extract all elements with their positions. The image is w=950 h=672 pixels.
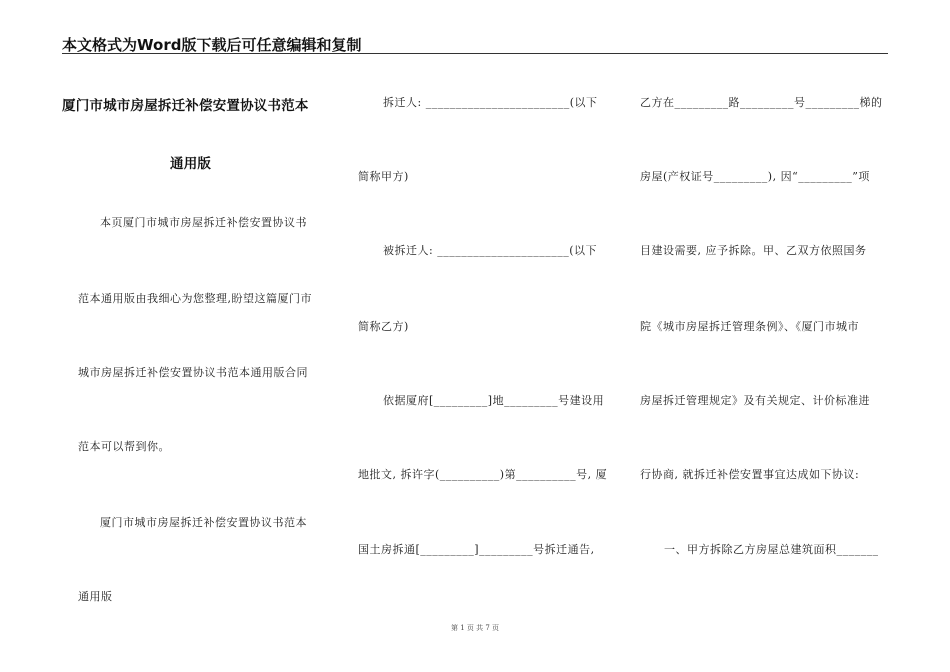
body-line: 依据厦府[_________]地_________号建设用 [383, 394, 605, 407]
body-line: 简称乙方) [358, 320, 409, 333]
intro-line: 本页厦门市城市房屋拆迁补偿安置协议书 [100, 216, 307, 229]
body-line: 乙方在_________路_________号_________梯的 [640, 96, 883, 109]
header-divider [62, 53, 888, 54]
body-line: 房屋(产权证号_________), 因“_________”项 [640, 170, 870, 183]
body-line: 拆迁人: ________________________(以下 [383, 96, 598, 109]
body-line: 目建设需要, 应予拆除。甲、乙双方依照国务 [640, 244, 867, 257]
page-number: 第 1 页 共 7 页 [450, 624, 500, 632]
body-line: 简称甲方) [358, 170, 409, 183]
body-line: 行协商, 就拆迁补偿安置事宜达成如下协议: [640, 468, 860, 481]
body-line: 国土房拆通[_________]_________号拆迁通告, [358, 543, 595, 556]
body-line: 院《城市房屋拆迁管理条例》、《厦门市城市 [640, 320, 859, 333]
section-heading-line: 厦门市城市房屋拆迁补偿安置协议书范本 [100, 516, 307, 529]
intro-line: 范本通用版由我细心为您整理,盼望这篇厦门市 [78, 292, 312, 305]
document-subtitle: 通用版 [170, 156, 212, 172]
section-heading-line: 通用版 [78, 590, 113, 603]
document-header: 本文格式为Word版下载后可任意编辑和复制 [62, 36, 362, 54]
body-line: 被拆迁人: ______________________(以下 [383, 244, 597, 257]
intro-line: 城市房屋拆迁补偿安置协议书范本通用版合同 [78, 366, 308, 379]
document-title: 厦门市城市房屋拆迁补偿安置协议书范本 [62, 98, 309, 114]
body-line: 地批文, 拆许字(__________)第__________号, 厦 [358, 468, 608, 481]
intro-line: 范本可以帮到你。 [78, 440, 170, 453]
body-line: 一、甲方拆除乙方房屋总建筑面积_______ [664, 543, 879, 556]
body-line: 房屋拆迁管理规定》及有关规定、计价标准进 [640, 394, 870, 407]
